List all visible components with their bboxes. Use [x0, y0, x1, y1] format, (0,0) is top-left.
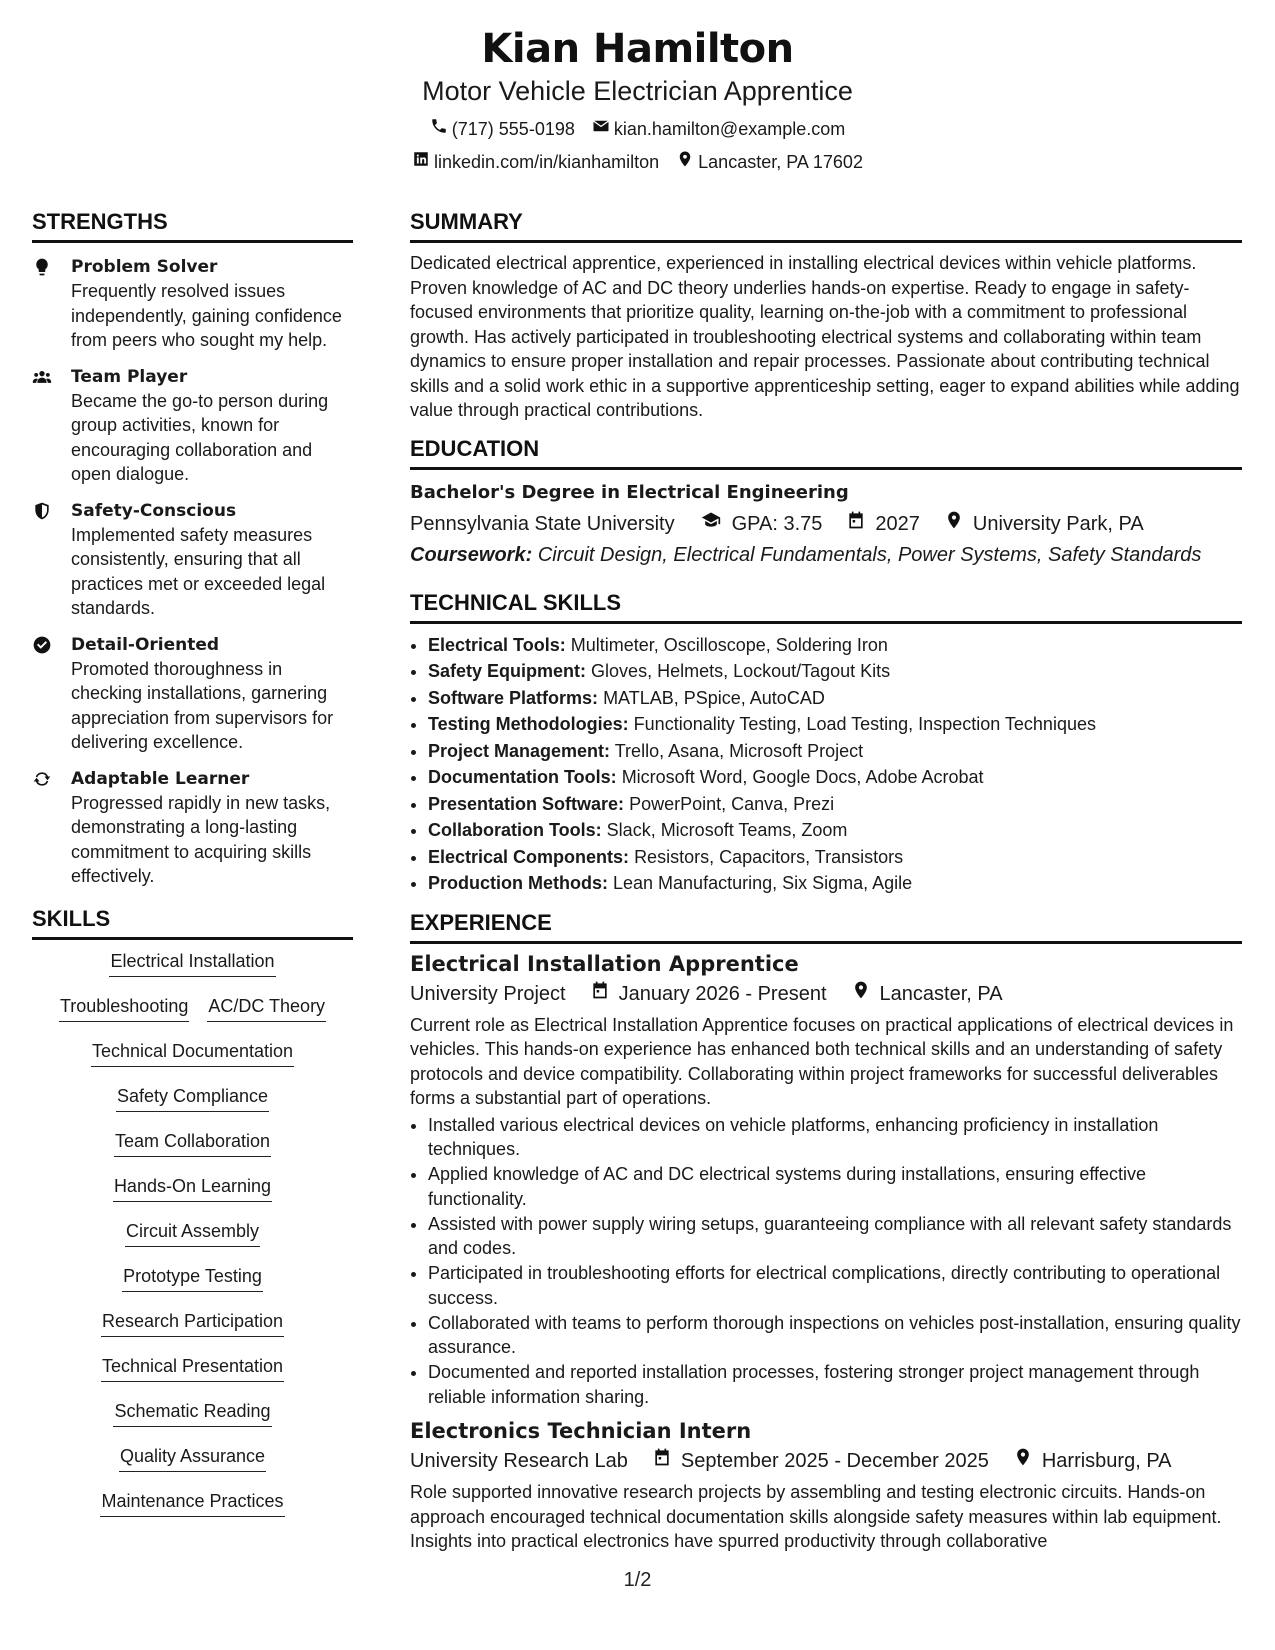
- job-title-heading: Motor Vehicle Electrician Apprentice: [422, 76, 853, 106]
- job-entry: [410, 1417, 1242, 1554]
- skill-chip: Hands-On Learning: [113, 1174, 272, 1202]
- map-pin-icon: [1013, 1447, 1033, 1475]
- list-item: • Participated in troubleshooting efforts for electrical complications, directly contributing to operational success.: [428, 1261, 1242, 1310]
- right-column: [410, 208, 1242, 1554]
- job-org: University Research Lab: [410, 1450, 628, 1472]
- education-heading: EDUCATION: [410, 435, 1242, 470]
- list-item: • Applied knowledge of AC and DC electrical systems during installations, ensuring effective functionality.: [428, 1162, 1242, 1211]
- strength-desc: Progressed rapidly in new tasks, demonstrating a long-lasting commitment to acquiring skills effectively.: [71, 792, 331, 886]
- list-item: [428, 870, 1242, 897]
- linkedin-text: linkedin.com/in/kianhamilton: [434, 151, 660, 172]
- shield-icon: [32, 499, 52, 621]
- calendar-icon: [846, 510, 866, 538]
- linkedin-contact[interactable]: [412, 150, 659, 173]
- skill-row: [32, 1264, 353, 1309]
- list-item: [428, 764, 1242, 791]
- phone-icon: [430, 117, 448, 140]
- strength-title: Detail-Oriented: [71, 634, 220, 655]
- skill-value: Resistors, Capacitors, Transistors: [634, 846, 904, 867]
- users-icon: [32, 365, 52, 487]
- strength-desc: Frequently resolved issues independently, gaining confidence from peers who sought my help.: [71, 281, 342, 350]
- skill-chip: Quality Assurance: [119, 1444, 266, 1472]
- skill-label: Testing Methodologies:: [428, 714, 629, 734]
- location-text: Lancaster, PA 17602: [698, 151, 863, 172]
- check-circle-icon: [32, 633, 52, 755]
- skill-label: Software Platforms:: [428, 687, 599, 708]
- technical-skills-heading: TECHNICAL SKILLS: [410, 589, 1242, 624]
- education-meta: [410, 510, 1242, 538]
- left-column: [32, 208, 353, 1534]
- gpa-text: GPA: 3.75: [731, 512, 823, 535]
- email-text: kian.hamilton@example.com: [613, 118, 846, 139]
- skill-row: [32, 949, 353, 994]
- graduation-cap-icon: [699, 510, 723, 538]
- calendar-icon: [590, 980, 610, 1008]
- skill-row: [32, 1039, 353, 1084]
- skill-row: [32, 994, 353, 1039]
- skill-value: MATLAB, PSpice, AutoCAD: [603, 687, 825, 708]
- skill-chip: Safety Compliance: [116, 1084, 269, 1112]
- contact-row-1: [0, 117, 1275, 140]
- refresh-icon: [32, 767, 52, 889]
- skill-chip: Research Participation: [101, 1309, 284, 1337]
- list-item: • Installed various electrical devices on vehicle platforms, enhancing proficiency in installation techniques.: [428, 1113, 1242, 1162]
- skill-row: [32, 1354, 353, 1399]
- skill-value: Microsoft Word, Google Docs, Adobe Acrobat: [621, 767, 984, 787]
- location-contact: [676, 150, 863, 173]
- school-name: Pennsylvania State University: [410, 512, 675, 535]
- skill-chip: AC/DC Theory: [207, 994, 326, 1022]
- job-entry: [410, 950, 1242, 1410]
- skill-chip: Maintenance Practices: [100, 1489, 284, 1517]
- summary-text: Dedicated electrical apprentice, experienced in installing electrical devices within vehicle platforms. Proven knowledge of AC and DC theory underlies hands-on expertise. Ready to engage in safety-focused environments that prioritize quality, learning on-the-job with a commitment to professional growth. Has actively participated in troubleshooting electrical systems and collaborating within team dynamics to ensure proper installation and repair processes. Passionate about contributing technical skills and a solid work ethic in a supportive apprenticeship setting, eager to expand abilities while adding value through practical contributions.: [410, 253, 1240, 420]
- phone-text: (717) 555-0198: [451, 118, 575, 139]
- skill-row: [32, 1084, 353, 1129]
- skill-label: Safety Equipment:: [428, 661, 587, 681]
- skill-row: [32, 1174, 353, 1219]
- job-org: University Project: [410, 982, 566, 1005]
- candidate-name: Kian Hamilton: [481, 26, 794, 72]
- list-item: [428, 738, 1242, 765]
- list-item: [428, 632, 1242, 659]
- skill-label: Collaboration Tools:: [428, 820, 602, 840]
- list-item: • Collaborated with teams to perform thorough inspections on vehicles post-installation, ensuring quality assurance.: [428, 1311, 1242, 1360]
- job-bullets: [410, 1113, 1242, 1410]
- resume-header: [0, 20, 1275, 173]
- job-title: Electrical Installation Apprentice: [410, 951, 799, 976]
- job-dates: January 2026 - Present: [618, 982, 827, 1005]
- skill-row: [32, 1309, 353, 1354]
- lightbulb-icon: [32, 255, 52, 353]
- technical-skills-list: [410, 632, 1242, 897]
- job-location: Lancaster, PA: [879, 982, 1003, 1005]
- skill-value: PowerPoint, Canva, Prezi: [629, 793, 835, 814]
- list-item: [428, 711, 1242, 738]
- skills-heading: SKILLS: [32, 905, 353, 940]
- calendar-icon: [652, 1447, 672, 1475]
- job-dates: September 2025 - December 2025: [680, 1450, 989, 1472]
- email-contact[interactable]: [592, 117, 845, 140]
- skill-value: Gloves, Helmets, Lockout/Tagout Kits: [591, 661, 891, 681]
- strength-title: Team Player: [71, 366, 188, 387]
- skill-row: [32, 1444, 353, 1489]
- linkedin-icon: [412, 150, 430, 173]
- strength-desc: Became the go-to person during group activities, known for encouraging collaboration and open dialogue.: [71, 390, 329, 484]
- job-meta: [410, 1447, 1242, 1475]
- coursework-line: [410, 541, 1242, 569]
- skill-label: Project Management:: [428, 740, 611, 761]
- strength-item: [32, 499, 353, 621]
- skill-chip: Schematic Reading: [113, 1399, 271, 1427]
- summary-heading: SUMMARY: [410, 208, 1242, 243]
- coursework-text: Circuit Design, Electrical Fundamentals, Power Systems, Safety Standards: [537, 543, 1202, 566]
- strengths-heading: STRENGTHS: [32, 208, 353, 243]
- skill-row: [32, 1129, 353, 1174]
- strength-item: [32, 633, 353, 755]
- skill-chip: Team Collaboration: [114, 1129, 271, 1157]
- school-location: University Park, PA: [972, 512, 1144, 535]
- skill-chip: Circuit Assembly: [125, 1219, 260, 1247]
- job-title: Electronics Technician Intern: [410, 1419, 752, 1443]
- envelope-icon: [592, 117, 610, 140]
- skill-chip: Technical Presentation: [101, 1354, 284, 1382]
- page-number: 1/2: [623, 1569, 652, 1591]
- skill-chip: Troubleshooting: [59, 994, 189, 1022]
- list-item: [428, 817, 1242, 844]
- skill-value: Multimeter, Oscilloscope, Soldering Iron: [570, 634, 888, 655]
- list-item: • Documented and reported installation processes, fostering stronger project management through reliable information sharing.: [428, 1360, 1242, 1409]
- skill-label: Documentation Tools:: [428, 767, 617, 787]
- job-description: Role supported innovative research projects by assembling and testing electronic circuits. Hands-on approach encouraged technical documentation skills alongside safety measures within lab equipment. Insights into practical electronics have spurred productivity through collaborative: [410, 1482, 1222, 1551]
- experience-heading: EXPERIENCE: [410, 909, 1242, 944]
- map-pin-icon: [944, 510, 964, 538]
- map-pin-icon: [851, 980, 871, 1008]
- skills-list: [32, 949, 353, 1534]
- strength-item: [32, 365, 353, 487]
- strength-desc: Implemented safety measures consistently, ensuring that all practices met or exceeded legal standards.: [71, 524, 326, 618]
- strength-title: Safety-Conscious: [71, 500, 237, 521]
- list-item: [428, 844, 1242, 871]
- skill-row: [32, 1399, 353, 1444]
- list-item: [428, 658, 1242, 685]
- skill-value: Slack, Microsoft Teams, Zoom: [606, 820, 848, 840]
- strength-title: Problem Solver: [71, 257, 218, 277]
- skill-label: Production Methods:: [428, 873, 608, 893]
- map-pin-icon: [676, 150, 694, 173]
- strength-desc: Promoted thoroughness in checking installations, garnering appreciation from supervisors for delivering excellence.: [71, 658, 334, 752]
- skill-row: [32, 1489, 353, 1534]
- list-item: • Assisted with power supply wiring setups, guaranteeing compliance with all relevant safety standards and codes.: [428, 1212, 1242, 1261]
- skill-label: Presentation Software:: [428, 793, 625, 814]
- degree-title: Bachelor's Degree in Electrical Engineering: [410, 481, 849, 503]
- contact-row-2: [0, 150, 1275, 173]
- strength-title: Adaptable Learner: [71, 768, 250, 789]
- job-meta: [410, 980, 1242, 1008]
- strength-item: [32, 255, 353, 353]
- list-item: [428, 685, 1242, 712]
- strength-item: [32, 767, 353, 889]
- list-item: [428, 791, 1242, 818]
- skill-value: Trello, Asana, Microsoft Project: [614, 740, 864, 761]
- skill-label: Electrical Tools:: [428, 634, 566, 655]
- job-description: Current role as Electrical Installation Apprentice focuses on practical applications of electrical devices in vehicles. This hands-on experience has enhanced both technical skills and an understanding of safety protocols and device compatibility. Collaborating within project frameworks for successful deliverables forms a substantial part of operations.: [410, 1014, 1234, 1108]
- skill-chip: Prototype Testing: [122, 1264, 263, 1292]
- phone-contact[interactable]: [430, 117, 575, 140]
- job-location: Harrisburg, PA: [1041, 1450, 1172, 1472]
- skill-label: Electrical Components:: [428, 846, 630, 867]
- skill-value: Lean Manufacturing, Six Sigma, Agile: [613, 873, 913, 893]
- skill-chip: Technical Documentation: [91, 1039, 294, 1067]
- skill-row: [32, 1219, 353, 1264]
- skill-value: Functionality Testing, Load Testing, Inspection Techniques: [633, 714, 1096, 734]
- coursework-label: Coursework:: [410, 543, 533, 566]
- graduation-year: 2027: [875, 512, 920, 535]
- skill-chip: Electrical Installation: [109, 949, 275, 977]
